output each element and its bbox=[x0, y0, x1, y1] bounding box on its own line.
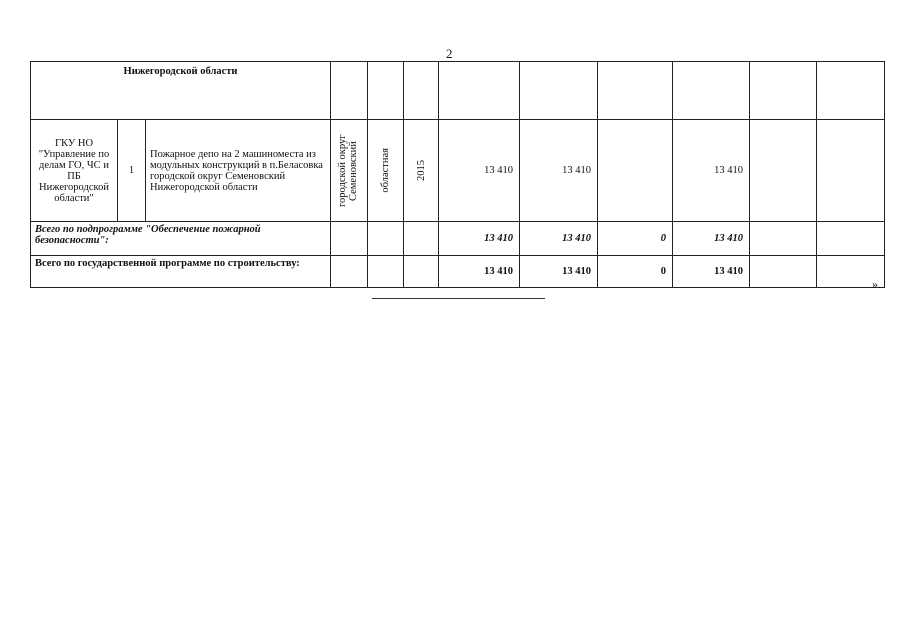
empty-cell bbox=[368, 256, 404, 288]
row-index-cell: 1 bbox=[118, 120, 146, 222]
empty-cell bbox=[404, 222, 439, 256]
value-cell: 0 bbox=[598, 256, 673, 288]
value-cell: 13 410 bbox=[520, 222, 598, 256]
empty-cell bbox=[750, 62, 817, 120]
municipality-cell bbox=[331, 120, 368, 222]
subprogram-total-row bbox=[31, 222, 885, 256]
program-total-label: Всего по государственной программе по строительству: bbox=[31, 256, 331, 288]
empty-cell bbox=[520, 62, 598, 120]
empty-cell bbox=[817, 62, 885, 120]
municipality-text: городской округ Семеновский bbox=[337, 134, 360, 207]
value-cell: 13 410 bbox=[673, 120, 750, 222]
value-cell: 13 410 bbox=[673, 222, 750, 256]
value-cell: 0 bbox=[598, 222, 673, 256]
value-cell bbox=[817, 120, 885, 222]
value-cell: 13 410 bbox=[439, 120, 520, 222]
region-header: Нижегородской области bbox=[31, 62, 331, 120]
value-cell bbox=[817, 222, 885, 256]
value-cell: 13 410 bbox=[439, 222, 520, 256]
empty-cell bbox=[368, 62, 404, 120]
empty-cell bbox=[598, 62, 673, 120]
value-cell: 13 410 bbox=[520, 256, 598, 288]
budget-table bbox=[30, 61, 885, 288]
page-number: 2 bbox=[446, 46, 453, 61]
empty-cell bbox=[331, 256, 368, 288]
empty-cell bbox=[404, 62, 439, 120]
separator-line bbox=[372, 298, 545, 299]
value-cell: 13 410 bbox=[673, 256, 750, 288]
year-text: 2015 bbox=[415, 160, 427, 181]
closing-quote-mark: ». bbox=[872, 277, 881, 291]
value-cell bbox=[598, 120, 673, 222]
value-cell bbox=[750, 256, 817, 288]
region-header-row bbox=[31, 62, 885, 120]
empty-cell bbox=[331, 222, 368, 256]
empty-cell bbox=[439, 62, 520, 120]
value-cell bbox=[750, 120, 817, 222]
ownership-cell bbox=[368, 120, 404, 222]
value-cell: 13 410 bbox=[520, 120, 598, 222]
empty-cell bbox=[368, 222, 404, 256]
value-cell: 13 410 bbox=[439, 256, 520, 288]
table-row bbox=[31, 120, 885, 222]
description-cell: Пожарное депо на 2 машиноместа из модульных конструкций в п.Беласовка городской округ Семеновский Нижегородской области bbox=[146, 120, 331, 222]
empty-cell bbox=[673, 62, 750, 120]
ownership-text: областная bbox=[380, 148, 392, 193]
value-cell bbox=[750, 222, 817, 256]
program-total-row bbox=[31, 256, 885, 288]
empty-cell bbox=[331, 62, 368, 120]
year-cell bbox=[404, 120, 439, 222]
empty-cell bbox=[404, 256, 439, 288]
organization-cell: ГКУ НО "Управление по делам ГО, ЧС и ПБ Нижегородской области" bbox=[31, 120, 118, 222]
subprogram-total-label: Всего по подпрограмме "Обеспечение пожарной безопасности": bbox=[31, 222, 331, 256]
